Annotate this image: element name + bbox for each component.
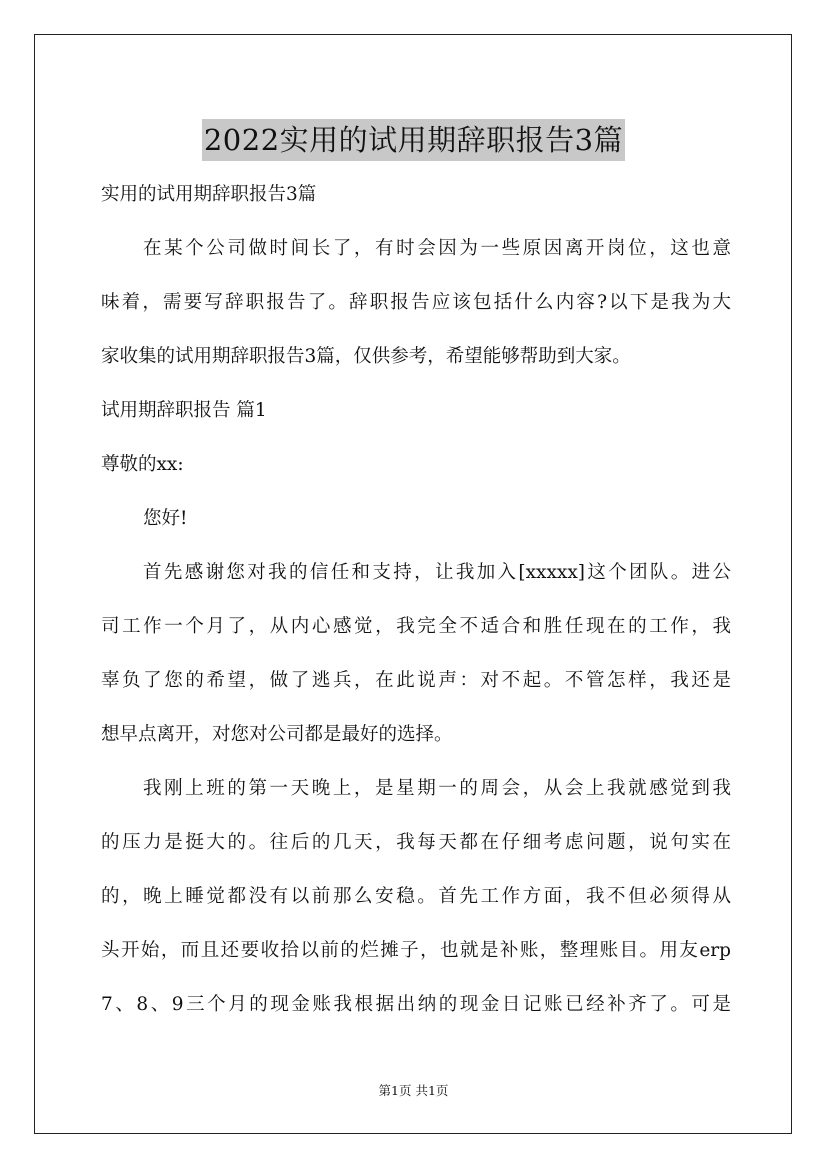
text-line: 实用的试用期辞职报告3篇: [101, 184, 317, 205]
text-line: 味着，需要写辞职报告了。辞职报告应该包括什么内容?以下是我为大: [101, 292, 731, 313]
text-line: 想早点离开，对您对公司都是最好的选择。: [101, 724, 453, 745]
text-line: 首先感谢您对我的信任和支持，让我加入[xxxxx]这个团队。进公: [143, 562, 731, 583]
text-line: 家收集的试用期辞职报告3篇，仅供参考，希望能够帮助到大家。: [101, 346, 631, 367]
text-line: 头开始，而且还要收拾以前的烂摊子，也就是补账，整理账目。用友erp: [101, 940, 731, 961]
text-line: 我刚上班的第一天晚上，是星期一的周会，从会上我就感觉到我: [143, 778, 731, 799]
text-line: 司工作一个月了，从内心感觉，我完全不适合和胜任现在的工作，我: [101, 616, 731, 637]
text-line: 的，晚上睡觉都没有以前那么安稳。首先工作方面，我不但必须得从: [101, 886, 731, 907]
text-line: 尊敬的xx:: [101, 454, 184, 475]
text-line: 辜负了您的希望，做了逃兵，在此说声：对不起。不管怎样，我还是: [101, 670, 731, 691]
document-body: [101, 168, 731, 1032]
text-line: 您好!: [143, 508, 188, 529]
text-line: 的压力是挺大的。往后的几天，我每天都在仔细考虑问题，说句实在: [101, 832, 731, 853]
text-line: 在某个公司做时间长了，有时会因为一些原因离开岗位，这也意: [143, 238, 731, 259]
text-line: 试用期辞职报告 篇1: [101, 400, 267, 421]
text-line: 7、8、9三个月的现金账我根据出纳的现金日记账已经补齐了。可是: [101, 994, 731, 1015]
document-title: 2022实用的试用期辞职报告3篇: [202, 119, 625, 161]
page-number-footer: 第1页 共1页: [378, 1083, 449, 1098]
